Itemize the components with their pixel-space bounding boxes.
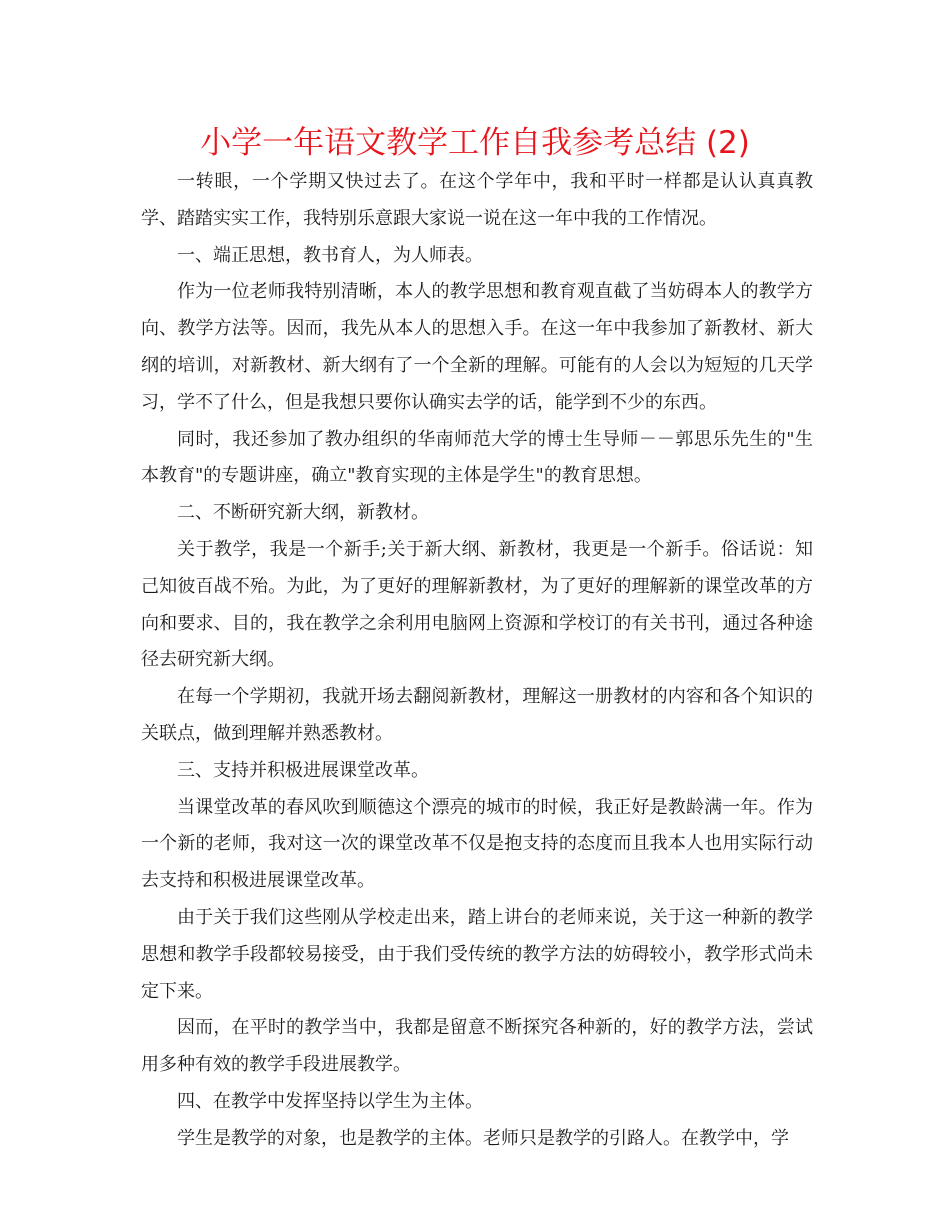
section-heading: 四、在教学中发挥坚持以学生为主体。 xyxy=(177,1090,483,1112)
section-heading: 一、端正思想，教书育人，为人师表。 xyxy=(177,244,483,266)
paragraph: 学生是教学的对象，也是教学的主体。老师只是教学的引路人。在教学中，学 xyxy=(177,1127,789,1149)
paragraph: 同时，我还参加了教办组织的华南师范大学的博士生导师－－郭思乐先生的"生本教育"的专题讲座，确立"教育实现的主体是学生"的教育思想。 xyxy=(141,428,813,487)
section-heading: 三、支持并积极进展课堂改革。 xyxy=(177,759,429,781)
document-title: 小学一年语文教学工作自我参考总结 (2) xyxy=(200,125,750,161)
document-body xyxy=(141,164,813,1158)
paragraph: 在每一个学期初，我就开场去翻阅新教材，理解这一册教材的内容和各个知识的关联点，做到理解并熟悉教材。 xyxy=(141,686,813,744)
paragraph: 一转眼，一个学期又快过去了。在这个学年中，我和平时一样都是认认真真教学、踏踏实实工作，我特别乐意跟大家说一说在这一年中我的工作情况。 xyxy=(141,171,813,229)
paragraph: 由于关于我们这些刚从学校走出来，踏上讲台的老师来说，关于这一种新的教学思想和教学手段都较易接受，由于我们受传统的教学方法的妨碍较小，教学形式尚未定下来。 xyxy=(141,906,813,1002)
paragraph: 关于教学，我是一个新手;关于新大纲、新教材，我更是一个新手。俗话说：知己知彼百战不殆。为此，为了更好的理解新教材，为了更好的理解新的课堂改革的方向和要求、目的，我在教学之余利用电脑网上资源和学校订的有关书刊，通过各种途径去研究新大纲。 xyxy=(141,538,813,671)
paragraph: 因而，在平时的教学当中，我都是留意不断探究各种新的，好的教学方法，尝试用多种有效的教学手段进展教学。 xyxy=(141,1017,813,1076)
paragraph: 当课堂改革的春风吹到顺德这个漂亮的城市的时候，我正好是教龄满一年。作为一个新的老师，我对这一次的课堂改革不仅是抱支持的态度而且我本人也用实际行动去支持和积极进展课堂改革。 xyxy=(141,796,813,892)
section-heading: 二、不断研究新大纲，新教材。 xyxy=(177,502,429,524)
paragraph: 作为一位老师我特别清晰，本人的教学思想和教育观直截了当妨碍本人的教学方向、教学方法等。因而，我先从本人的思想入手。在这一年中我参加了新教材、新大纲的培训，对新教材、新大纲有了一个全新的理解。可能有的人会以为短短的几天学习，学不了什么，但是我想只要你认确实去学的话，能学到不少的东西。 xyxy=(141,281,813,413)
